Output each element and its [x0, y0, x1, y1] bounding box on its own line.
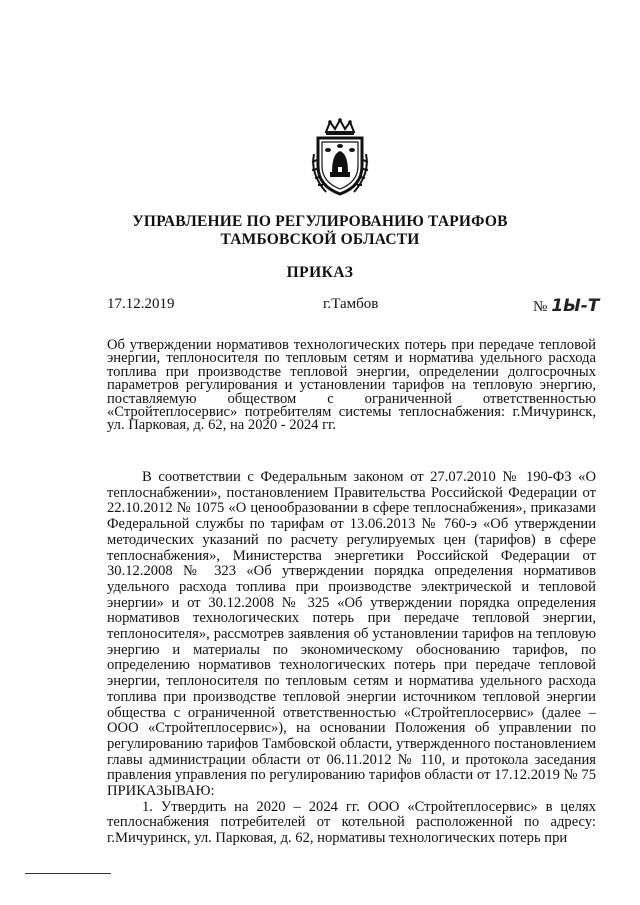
order-item-1: 1. Утвердить на 2020 – 2024 гг. ООО «Стройтеплосервис» в целях теплоснабжения потребителей от котельной расположенной по адресу: г.Мичуринск, ул. Парковая, д. 62, нормативы технологических потерь при [107, 798, 596, 847]
preamble-paragraph: В соответствии с Федеральным законом от 27.07.2010 № 190-ФЗ «О теплоснабжении», постановлением Правительства Российской Федерации от 22.10.2012 № 1075 «О ценообразовании в сфере теплоснабжения», приказами Федеральной службы по тарифам от 13.06.2013 № 760-э «Об утверждении методических указаний по расчету регулируемых цен (тарифов) в сфере теплоснабжения», Министерства энергетики Российской Федерации от 30.12.2008 № 323 «Об утверждении порядка определения нормативов удельного расхода топлива при производстве электрической и тепловой энергии» и от 30.12.2008 № 325 «Об утверждении порядка определения нормативов технологических потерь при передаче тепловой энергии, теплоносителя», рассмотрев заявления об установлении тарифов на тепловую энергию и материалы по экономическому обоснованию тарифов, по определению нормативов технологических потерь при передаче тепловой энергии, теплоносителя по тепловым сетям и норматива удельного расхода топлива при производстве тепловой энергии источником тепловой энергии общества с ограниченной ответственностью «Стройтеплосервис» (далее – ООО «Стройтеплосервис»), на основании Положения об управлении по регулированию тарифов Тамбовской области, утвержденного постановлением главы администрации области от 06.11.2012 № 110, и протокола заседания правления управления по регулированию тарифов области от 17.12.2019 № 75 ПРИКАЗЫВАЮ: [107, 469, 596, 800]
document-type-title: ПРИКАЗ [286, 264, 354, 281]
number-label: № [533, 299, 548, 315]
tambov-coat-of-arms-icon [306, 118, 374, 198]
footnote-rule [25, 873, 111, 874]
organization-name-line2: ТАМБОВСКОЙ ОБЛАСТИ [220, 231, 420, 248]
document-city: г.Тамбов [323, 296, 379, 312]
organization-name-line1: УПРАВЛЕНИЕ ПО РЕГУЛИРОВАНИЮ ТАРИФОВ [132, 213, 508, 230]
document-body [107, 470, 596, 847]
document-number [533, 296, 599, 316]
handwritten-number: 1Ы-Т [551, 296, 600, 316]
document-subject: Об утверждении нормативов технологических потерь при передаче тепловой энергии, теплоносителя по тепловым сетям и норматива удельного расхода топлива при производстве тепловой энергии, определении долгосрочных параметров регулирования и установлении тарифов на тепловую энергию, поставляемую обществом с ограниченной ответственностью «Стройтеплосервис» потребителям системы теплоснабжения: г.Мичуринск, ул. Парковая, д. 62, на 2020 - 2024 гг. [107, 337, 596, 434]
document-date: 17.12.2019 [107, 296, 175, 312]
